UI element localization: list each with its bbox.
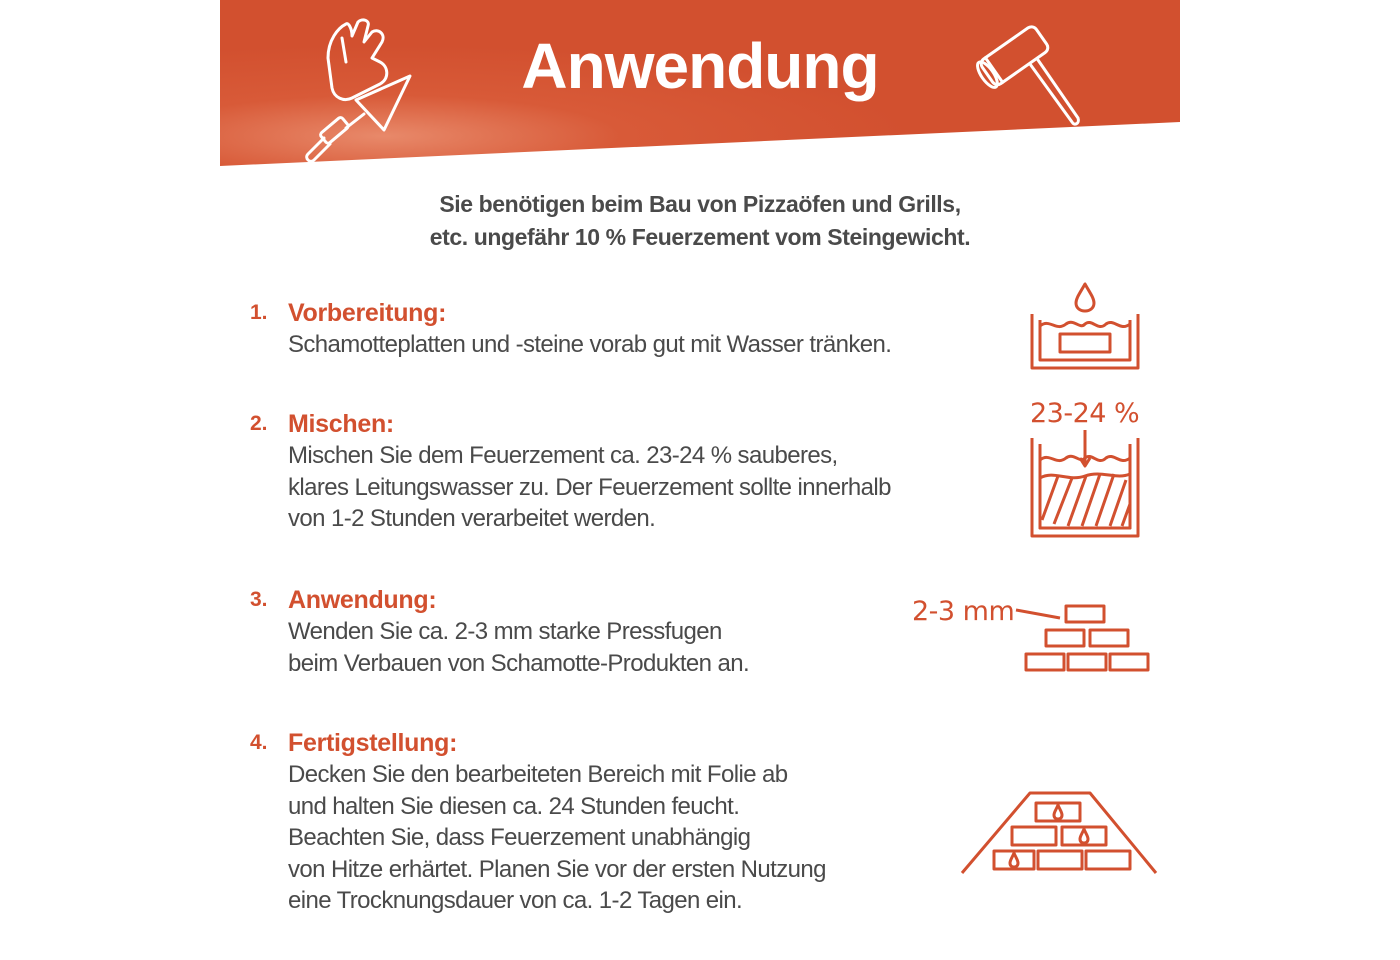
mixing-bucket-icon	[1028, 430, 1142, 540]
mixing-ratio-label: 23-24 %	[1030, 398, 1140, 429]
step-title: Anwendung:	[288, 586, 437, 614]
step-number: 1.	[250, 301, 268, 324]
rubber-mallet-icon	[968, 12, 1088, 130]
step-text: Wenden Sie ca. 2-3 mm starke Pressfugen beim Verbauen von Schamotte-Produkten an.	[288, 618, 750, 677]
step-number: 2.	[250, 412, 268, 435]
joint-width-label: 2-3 mm	[912, 596, 1015, 627]
step-number: 4.	[250, 731, 268, 754]
step-title: Mischen:	[288, 410, 394, 438]
brick-wall-icon	[1012, 600, 1152, 676]
step-text: Decken Sie den bearbeiteten Bereich mit Folie ab und halten Sie diesen ca. 24 Stunden feucht. Beachten Sie, dass Feuerzement unabhängig von Hitze erhärtet. Planen Sie vor der ersten Nutzung eine Trocknungsdauer von ca. 1-2 Tagen ein.	[288, 761, 826, 914]
trowel-glove-icon	[298, 18, 428, 163]
infographic-panel	[220, 0, 1180, 960]
covered-bricks-icon	[958, 785, 1158, 880]
step-2	[250, 408, 950, 535]
intro-line: Sie benötigen beim Bau von Pizzaöfen und Grills,	[439, 191, 961, 217]
brick-soaking-icon	[1028, 280, 1142, 372]
page-title: Anwendung	[521, 30, 879, 102]
step-4	[250, 727, 950, 917]
intro-text	[220, 188, 1180, 254]
intro-line: etc. ungefähr 10 % Feuerzement vom Steingewicht.	[429, 224, 971, 250]
step-number: 3.	[250, 588, 268, 611]
step-title: Vorbereitung:	[288, 299, 447, 327]
step-title: Fertigstellung:	[288, 729, 458, 757]
step-text: Mischen Sie dem Feuerzement ca. 23-24 % sauberes, klares Leitungswasser zu. Der Feuerzement sollte innerhalb von 1-2 Stunden verarbeitet werden.	[288, 442, 891, 532]
step-text: Schamotteplatten und -steine vorab gut mit Wasser tränken.	[288, 331, 892, 358]
step-1	[250, 297, 950, 361]
step-3	[250, 584, 950, 679]
